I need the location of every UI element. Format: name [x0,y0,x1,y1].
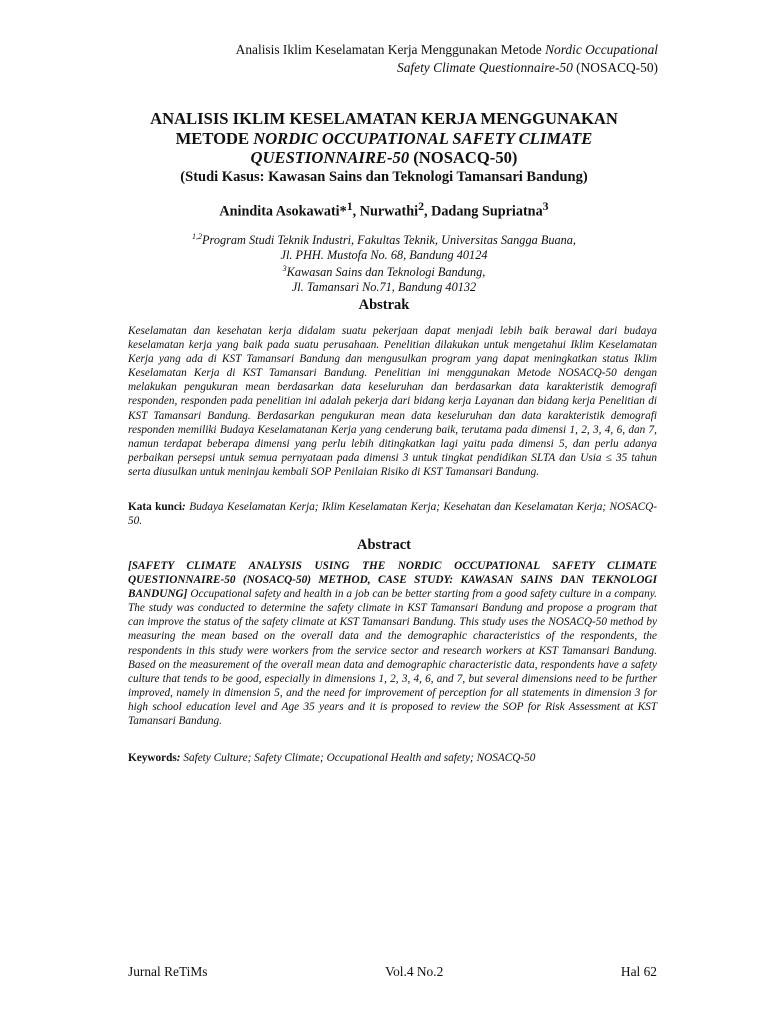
author-name: Anindita Asokawati* [219,203,347,220]
affiliation-line: Jl. PHH. Mustofa No. 68, Bandung 40124 [280,247,488,262]
affiliations [110,230,658,294]
footer-page-number: Hal 62 [620,964,657,979]
affiliation-sup: 3 [282,264,287,274]
title-block [110,109,658,186]
running-head-text: Analisis Iklim Keselamatan Kerja Menggunakan Metode [235,42,546,57]
abstract-lead: [SAFETY CLIMATE ANALYSIS USING THE NORDIC OCCUPATIONAL SAFETY CLIMATE QUESTIONNAIRE-50 (NOSACQ-50) METHOD, CASE STUDY: KAWASAN SAINS DAN TEKNOLOGI BANDUNG] [128,560,657,601]
abstract-body [128,559,657,728]
running-head-italic: Safety Climate Questionnaire-50 [397,60,573,75]
kata-kunci-colon: : [182,501,186,513]
running-head [130,41,658,77]
footer-volume: Vol.4 No.2 [385,964,444,979]
keywords [128,751,657,765]
running-head-italic: Nordic Occupational [545,42,658,57]
kata-kunci-text: Budaya Keselamatan Kerja; Iklim Keselamatan Kerja; Kesehatan dan Keselamatan Kerja; NOSACQ-50. [128,501,657,528]
footer-journal: Jurnal ReTiMs [128,964,208,979]
paper-title-text: (NOSACQ-50) [409,148,518,167]
affiliation-sup: 1,2 [191,232,202,241]
affiliation-line: Kawasan Sains dan Teknologi Bandung, [286,265,486,280]
paper-title-italic: NORDIC OCCUPATIONAL SAFETY CLIMATE [253,128,593,148]
author-list [110,199,658,221]
paper-title-text: METODE [175,128,254,148]
author-sup: 3 [542,199,549,213]
keywords-label: Keywords [128,752,177,764]
author-sup: 1 [346,199,353,213]
keywords-colon: : [176,752,181,764]
abstract-heading: Abstract [357,537,411,553]
author-name: , Nurwathi [352,203,419,220]
paper-title-line [110,129,658,149]
paper-subtitle: (Studi Kasus: Kawasan Sains dan Teknologi Tamansari Bandung) [180,168,588,185]
running-head-text: (NOSACQ-50) [572,60,658,75]
affiliation-line: Program Studi Teknik Industri, Fakultas Teknik, Universitas Sangga Buana, [201,233,576,248]
author-name: , Dadang Supriatna [424,203,543,220]
page-footer [128,964,657,980]
affiliation-line: Jl. Tamansari No.71, Bandung 40132 [291,279,477,294]
paper-title-line: ANALISIS IKLIM KESELAMATAN KERJA MENGGUNAKAN [150,109,618,128]
abstrak-body: Keselamatan dan kesehatan kerja didalam suatu pekerjaan dapat menjadi lebih baik berawal dari budaya keselamatan kerja yang baik pada suatu perusahaan. Penelitian dilakukan untuk mengetahui Iklim Keselamatan Kerja yang ada di KST Tamansari Bandung dan mengusulkan program yang dapat meningkatkan status Iklim Keselamatan Kerja di KST Tamansari Bandung. Penelitian ini menggunakan Metode NOSACQ-50 dengan melakukan pengukuran mean berdasarkan data keseluruhan dan berdasarkan data karakteristik demografi responden, responden pada penelitian ini adalah pekerja dari bidang kerja Layanan dan bidang kerja Penelitian di KST Tamansari Bandung. Berdasarkan pengukuran mean data keseluruhan dan data karakteristik demografi responden memiliki Budaya Keselamatanan Kerja yang cenderung baik, terutama pada dimensi 1, 2, 3, 4, 6, dan 7, namun terdapat beberapa dimensi yang perlu lebih ditingkatkan lagi yaitu pada dimensi 5, dan perlu adanya perbaikan persepsi untuk semua pernyataan pada dimensi 3 untuk tingkat pendidikan SLTA dan Usia ≤ 35 tahun serta diusulkan untuk meninjau kembali SOP Penilaian Risiko di KST Tamansari Bandung. [128,325,657,478]
kata-kunci-label: Kata kunci [128,501,183,513]
paper-title-line [110,148,658,168]
keywords-text: Safety Culture; Safety Climate; Occupational Health and safety; NOSACQ-50 [180,752,536,764]
abstrak-heading: Abstrak [358,297,410,313]
author-sup: 2 [418,199,424,213]
kata-kunci [128,500,657,528]
abstract-text: Occupational safety and health in a job can be better starting from a good safety culture in a company. The study was conducted to determine the safety climate in KST Tamansari Bandung and propose a program that can improve the status of the safety climate at KST Tamansari Bandung. This study uses the NOSACQ-50 method by measuring the mean based on the overall data and the demographic characteristics of the respondents, the respondents in this study were workers from the service sector and research workers at KST Tamansari Bandung. Based on the measurement of the overall mean data and demographic characteristic data, respondents have a safety culture that tends to be good, especially in dimensions 1, 2, 3, 4, 6, and 7, but several dimensions need to be further improved, namely in dimension 5, and the need for improvement of perception for all statements in dimension 3 for high school education level and Age 35 years and it is proposed to review the SOP for Risk Assessment at KST Tamansari Bandung. [128,588,657,728]
paper-title-italic: QUESTIONNAIRE-50 [250,148,410,167]
